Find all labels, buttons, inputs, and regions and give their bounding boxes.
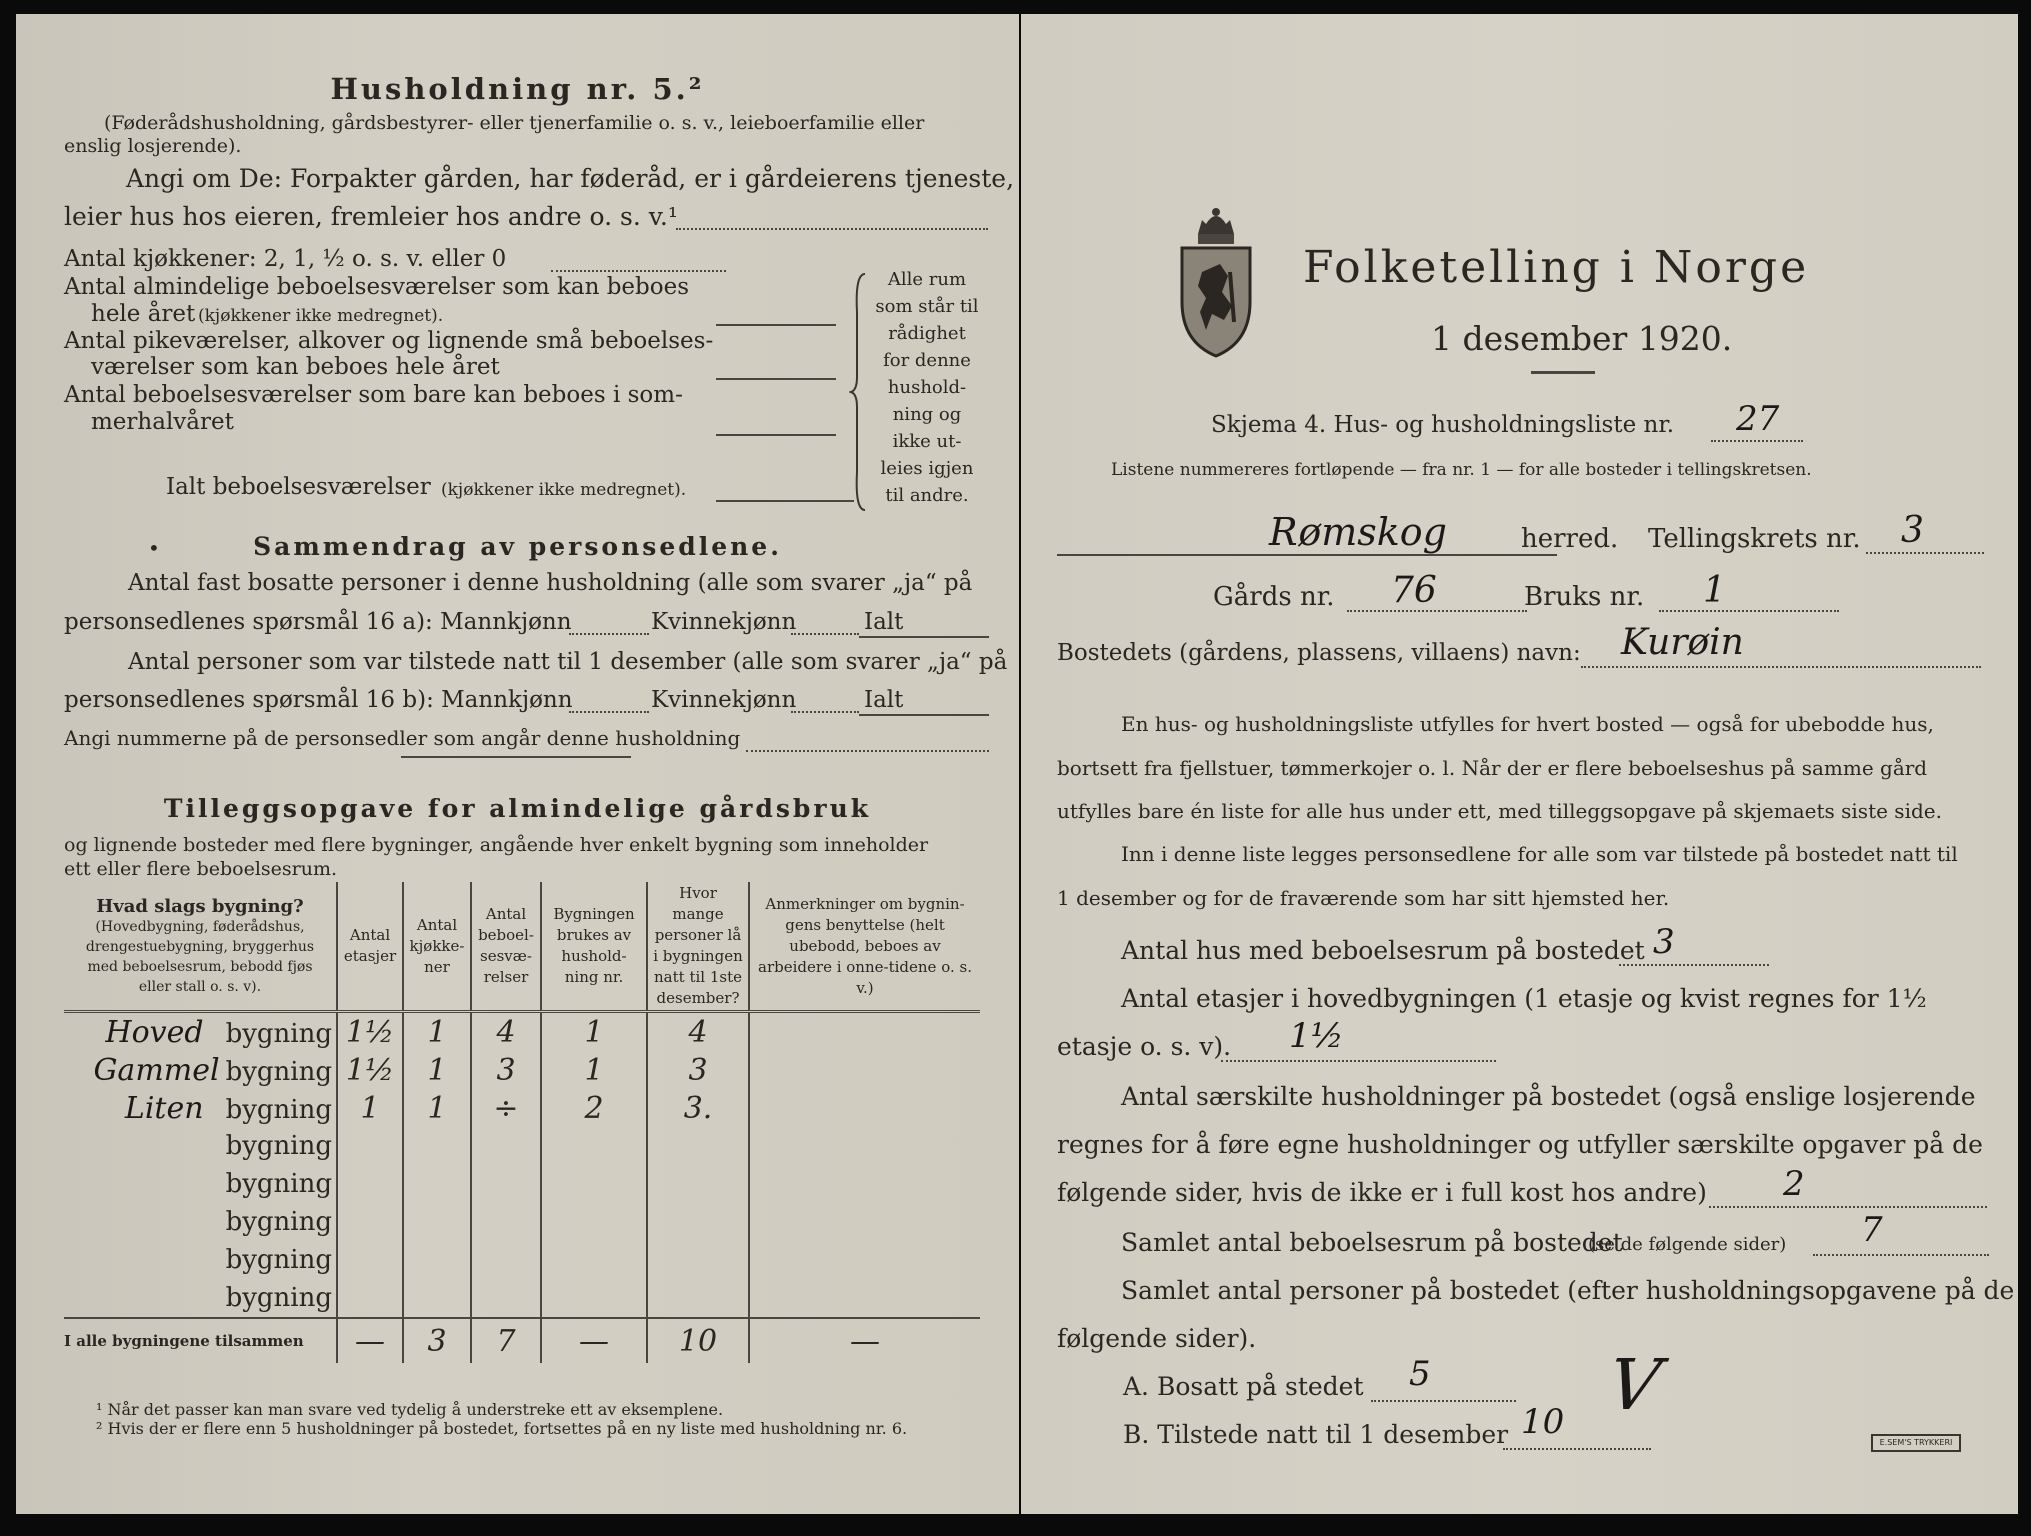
total-etasjer[interactable]: — bbox=[337, 1318, 403, 1363]
gards-label: Gårds nr. bbox=[1213, 582, 1335, 612]
women-label-2: Kvinnekjønn bbox=[651, 687, 797, 713]
cell-anmerkning[interactable] bbox=[749, 1279, 980, 1318]
household-subtitle-2: enslig losjerende). bbox=[64, 135, 242, 157]
q-bosatt: A. Bosatt på stedet bbox=[1123, 1372, 1364, 1401]
q-husholdninger-3: følgende sider, hvis de ikke er i full kost hos andre) bbox=[1057, 1178, 1707, 1207]
summary-line-3: Antal personer som var tilstede natt til 1 desember (alle som svarer „ja“ på bbox=[128, 649, 1008, 675]
small-answer[interactable] bbox=[716, 378, 836, 380]
a-husholdninger-line bbox=[1709, 1206, 1987, 1208]
q-etasjer-1: Antal etasjer i hovedbygningen (1 etasje og kvist regnes for 1½ bbox=[1121, 984, 1927, 1013]
total-label: I alle bygningene tilsammen bbox=[64, 1318, 337, 1363]
q-beboelsesrum: Samlet antal beboelsesrum på bostedet bbox=[1121, 1228, 1623, 1257]
census-date: 1 desember 1920. bbox=[1431, 319, 1733, 358]
rooms-total: Ialt beboelsesværelser bbox=[166, 474, 431, 500]
tillegg-sub-1: og lignende bosteder med flere bygninger, angående hver enkelt bygning som inneholder bbox=[64, 834, 929, 856]
a-beboelsesrum[interactable]: 7 bbox=[1861, 1210, 1883, 1250]
q-husholdninger-2: regnes for å føre egne husholdninger og utfyller særskilte opgaver på de bbox=[1057, 1130, 1983, 1159]
kitchens-answer[interactable] bbox=[551, 270, 726, 272]
cell-kjokken[interactable] bbox=[403, 1279, 471, 1318]
men-present-answer[interactable] bbox=[569, 711, 649, 713]
a-tilstede[interactable]: 10 bbox=[1521, 1402, 1565, 1442]
gards-line bbox=[1347, 610, 1527, 612]
cell-anmerkning[interactable] bbox=[749, 1203, 980, 1241]
side-note-line: for denne bbox=[883, 350, 971, 371]
side-note-line: rådighet bbox=[888, 323, 966, 344]
cell-kjokken[interactable] bbox=[403, 1127, 471, 1165]
building-word: bygning bbox=[225, 1056, 332, 1087]
cell-personer[interactable] bbox=[647, 1279, 749, 1318]
rooms-ordinary-cont: hele året bbox=[91, 301, 196, 327]
side-note-line: Alle rum bbox=[887, 269, 967, 290]
table-total-row bbox=[64, 1318, 980, 1363]
household-title: Husholdning nr. 5.² bbox=[330, 72, 705, 106]
cell-husholdning[interactable] bbox=[541, 1127, 647, 1165]
ialt-present-answer[interactable] bbox=[859, 714, 989, 716]
cell-etasjer[interactable] bbox=[337, 1279, 403, 1318]
rooms-ordinary-note: (kjøkkener ikke medregnet). bbox=[198, 306, 444, 326]
bosted-line bbox=[1581, 666, 1981, 668]
angi-line-1: Angi om De: Forpakter gården, har føderåd, er i gårdeierens tjeneste, bbox=[126, 164, 1015, 193]
a-etasjer-line bbox=[1221, 1060, 1496, 1062]
cell-etasjer[interactable] bbox=[337, 1203, 403, 1241]
table-row bbox=[64, 1089, 980, 1127]
men-resident-answer[interactable] bbox=[569, 633, 649, 635]
total-husholdning[interactable]: — bbox=[541, 1318, 647, 1363]
nummerne-answer[interactable] bbox=[746, 750, 989, 752]
cell-rum[interactable] bbox=[471, 1203, 541, 1241]
a-antal-hus[interactable]: 3 bbox=[1653, 922, 1675, 962]
cell-personer[interactable]: 3 bbox=[647, 1051, 749, 1089]
table-row bbox=[64, 1051, 980, 1089]
info-line-2: bortsett fra fjellstuer, tømmerkojer o. l. Når der er flere beboelseshus på samme gård bbox=[1057, 756, 1928, 780]
tillegg-sub-2: ett eller flere beboelsesrum. bbox=[64, 858, 338, 880]
side-note-line: leies igjen bbox=[880, 458, 974, 479]
building-word: bygning bbox=[225, 1169, 332, 1199]
angi-nummerne: Angi nummerne på de personsedler som angår denne husholdning bbox=[64, 726, 741, 750]
cell-personer[interactable]: 3. bbox=[647, 1089, 749, 1127]
cell-kjokken[interactable]: 1 bbox=[403, 1089, 471, 1127]
side-note-line: ikke ut- bbox=[892, 431, 962, 452]
q-antal-hus: Antal hus med beboelsesrum på bostedet bbox=[1121, 936, 1645, 965]
cell-rum[interactable]: ÷ bbox=[471, 1089, 541, 1127]
summary-line-4: personsedlenes spørsmål 16 b): Mannkjønn bbox=[64, 687, 573, 713]
rooms-small-cont: værelser som kan beboes hele året bbox=[91, 354, 500, 380]
building-word: bygning bbox=[225, 1018, 332, 1049]
total-kjokken[interactable]: 3 bbox=[403, 1318, 471, 1363]
cell-anmerkning[interactable] bbox=[749, 1127, 980, 1165]
header-etasjer: Antal etasjer bbox=[337, 882, 403, 1012]
krets-line bbox=[1866, 552, 1984, 554]
bosted-label: Bostedets (gårdens, plassens, villaens) navn: bbox=[1057, 640, 1581, 666]
cell-husholdning[interactable] bbox=[541, 1241, 647, 1279]
q-beboelsesrum-note: (se de følgende sider) bbox=[1588, 1234, 1787, 1255]
brace bbox=[849, 272, 871, 512]
cell-etasjer[interactable] bbox=[337, 1165, 403, 1203]
cell-etasjer[interactable]: 1½ bbox=[337, 1012, 403, 1052]
bullet-icon: • bbox=[148, 536, 160, 560]
cell-kjokken[interactable] bbox=[403, 1241, 471, 1279]
footnote-2: ² Hvis der er flere enn 5 husholdninger på bostedet, fortsettes på en ny liste med husholdning nr. 6. bbox=[96, 1419, 908, 1438]
side-note-line: hushold- bbox=[887, 377, 967, 398]
tillegg-title: Tilleggsopgave for almindelige gårdsbruk bbox=[163, 794, 872, 823]
cell-anmerkning[interactable] bbox=[749, 1165, 980, 1203]
building-word: bygning bbox=[225, 1283, 332, 1313]
rooms-ordinary: Antal almindelige beboelsesværelser som kan beboes bbox=[64, 274, 690, 300]
cell-husholdning[interactable] bbox=[541, 1203, 647, 1241]
cell-anmerkning[interactable] bbox=[749, 1051, 980, 1089]
gards-value[interactable]: 76 bbox=[1391, 570, 1437, 611]
bruks-value[interactable]: 1 bbox=[1703, 570, 1726, 611]
summary-title: Sammendrag av personsedlene. bbox=[253, 532, 782, 561]
left-page bbox=[16, 14, 1019, 1514]
summary-line-1: Antal fast bosatte personer i denne husholdning (alle som svarer „ja“ på bbox=[128, 570, 973, 596]
skjema-label: Skjema 4. Hus- og husholdningsliste nr. bbox=[1211, 412, 1675, 438]
info-line-5: 1 desember og for de fraværende som har sitt hjemsted her. bbox=[1057, 886, 1670, 910]
women-resident-answer[interactable] bbox=[791, 633, 859, 635]
q-personer-1: Samlet antal personer på bostedet (efter husholdningsopgavene på de bbox=[1121, 1276, 2015, 1305]
header-husholdning: Bygningen brukes av hushold-ning nr. bbox=[541, 882, 647, 1012]
cell-husholdning[interactable]: 1 bbox=[541, 1012, 647, 1052]
krets-label: Tellingskrets nr. bbox=[1648, 524, 1861, 554]
header-anmerkninger: Anmerkninger om bygnin-gens benyttelse (helt ubebodd, beboes av arbeidere i onne-tidene o. s. v.) bbox=[749, 882, 980, 1012]
women-label: Kvinnekjønn bbox=[651, 609, 797, 635]
checkmark: V bbox=[1603, 1344, 1666, 1426]
a-etasjer[interactable]: 1½ bbox=[1289, 1016, 1344, 1056]
summer-answer[interactable] bbox=[716, 434, 836, 436]
cell-personer[interactable] bbox=[647, 1165, 749, 1203]
total-rum[interactable]: 7 bbox=[471, 1318, 541, 1363]
cell-anmerkning[interactable] bbox=[749, 1241, 980, 1279]
census-title: Folketelling i Norge bbox=[1303, 242, 1810, 293]
cell-rum[interactable] bbox=[471, 1127, 541, 1165]
table-row bbox=[64, 1203, 980, 1241]
info-line-1: En hus- og husholdningsliste utfylles for hvert bosted — også for ubebodde hus, bbox=[1121, 712, 1934, 736]
bruks-label: Bruks nr. bbox=[1524, 582, 1645, 612]
cell-personer[interactable] bbox=[647, 1241, 749, 1279]
info-line-4: Inn i denne liste legges personsedlene for alle som var tilstede på bostedet natt til bbox=[1121, 842, 1958, 866]
footnote-1: ¹ Når det passer kan man svare ved tydelig å understreke ett av eksemplene. bbox=[96, 1400, 724, 1419]
a-bosatt-line bbox=[1371, 1400, 1516, 1402]
herred-value[interactable]: Rømskog bbox=[1269, 510, 1447, 554]
cell-rum[interactable] bbox=[471, 1241, 541, 1279]
a-tilstede-line bbox=[1503, 1448, 1651, 1450]
rooms-summer: Antal beboelsesværelser som bare kan beboes i som- bbox=[64, 382, 683, 408]
building-name[interactable]: Liten bbox=[124, 1090, 204, 1126]
printer-stamp: E.SEM'S TRYKKERI bbox=[1871, 1434, 1961, 1452]
divider bbox=[401, 756, 631, 758]
a-bosatt[interactable]: 5 bbox=[1409, 1354, 1431, 1394]
ialt-resident-answer[interactable] bbox=[859, 636, 989, 638]
cell-husholdning[interactable] bbox=[541, 1279, 647, 1318]
side-note-line: til andre. bbox=[885, 485, 969, 506]
building-word: bygning bbox=[225, 1245, 332, 1275]
cell-kjokken[interactable] bbox=[403, 1203, 471, 1241]
header-personer: Hvor mange personer lå i bygningen natt til 1ste desember? bbox=[647, 882, 749, 1012]
cell-anmerkning[interactable] bbox=[749, 1089, 980, 1127]
summary-line-2: personsedlenes spørsmål 16 a): Mannkjønn bbox=[64, 609, 572, 635]
side-note-line: ning og bbox=[892, 404, 962, 425]
q-personer-2: følgende sider). bbox=[1057, 1324, 1257, 1353]
listene-note: Listene nummereres fortløpende — fra nr. 1 — for alle bosteder i tellingskretsen. bbox=[1111, 460, 1812, 480]
rooms-total-note: (kjøkkener ikke medregnet). bbox=[441, 480, 687, 500]
table-row bbox=[64, 1127, 980, 1165]
women-present-answer[interactable] bbox=[791, 711, 859, 713]
cell-rum[interactable] bbox=[471, 1279, 541, 1318]
building-name[interactable]: Gammel bbox=[93, 1052, 220, 1088]
header-building-desc: (Hovedbygning, føderådshus, drengestuebygning, bryggerhus med beboelsesrum, bebodd fjøs eller stall o. s. v). bbox=[85, 918, 315, 995]
household-subtitle: (Føderådshusholdning, gårdsbestyrer- eller tjenerfamilie o. s. v., leieboerfamilie eller bbox=[104, 112, 925, 134]
cell-etasjer[interactable]: 1 bbox=[337, 1089, 403, 1127]
rooms-small: Antal pikeværelser, alkover og lignende små beboelses- bbox=[64, 328, 714, 354]
cell-anmerkning[interactable] bbox=[749, 1012, 980, 1052]
bosted-value[interactable]: Kurøin bbox=[1621, 622, 1744, 663]
angi-line-2: leier hus hos eieren, fremleier hos andre o. s. v.¹ bbox=[64, 202, 678, 231]
building-table bbox=[64, 882, 980, 1363]
building-word: bygning bbox=[225, 1207, 332, 1237]
cell-etasjer[interactable] bbox=[337, 1241, 403, 1279]
cell-rum[interactable] bbox=[471, 1165, 541, 1203]
side-note bbox=[871, 266, 983, 509]
a-antal-hus-line bbox=[1619, 964, 1769, 966]
rooms-kitchens: Antal kjøkkener: 2, 1, ½ o. s. v. eller 0 bbox=[64, 246, 507, 272]
coat-of-arms-icon bbox=[1176, 202, 1256, 362]
ialt-label-2: Ialt bbox=[864, 687, 904, 713]
herred-label: herred. bbox=[1521, 524, 1619, 554]
side-note-line: som står til bbox=[875, 296, 979, 317]
header-kjokken: Antal kjøkke-ner bbox=[403, 882, 471, 1012]
header-rum: Antal beboel-sesvæ-relser bbox=[471, 882, 541, 1012]
krets-value[interactable]: 3 bbox=[1901, 510, 1924, 551]
skjema-number[interactable]: 27 bbox=[1736, 399, 1780, 439]
cell-personer[interactable] bbox=[647, 1127, 749, 1165]
q-etasjer-2: etasje o. s. v). bbox=[1057, 1032, 1232, 1061]
building-word: bygning bbox=[225, 1094, 332, 1125]
table-row bbox=[64, 1012, 980, 1052]
bruks-line bbox=[1659, 610, 1839, 612]
total-personer[interactable]: 10 bbox=[647, 1318, 749, 1363]
skjema-line bbox=[1711, 440, 1803, 442]
cell-kjokken[interactable]: 1 bbox=[403, 1012, 471, 1052]
building-word: bygning bbox=[225, 1131, 332, 1161]
cell-kjokken[interactable]: 1 bbox=[403, 1051, 471, 1089]
cell-husholdning[interactable]: 2 bbox=[541, 1089, 647, 1127]
angi-answer-line[interactable] bbox=[676, 228, 988, 230]
header-building: Hvad slags bygning? bbox=[96, 895, 304, 917]
cell-etasjer[interactable]: 1½ bbox=[337, 1051, 403, 1089]
a-husholdninger[interactable]: 2 bbox=[1783, 1164, 1805, 1204]
table-row bbox=[64, 1279, 980, 1318]
table-row bbox=[64, 1165, 980, 1203]
cell-husholdning[interactable]: 1 bbox=[541, 1051, 647, 1089]
cell-rum[interactable]: 4 bbox=[471, 1012, 541, 1052]
q-tilstede: B. Tilstede natt til 1 desember bbox=[1123, 1420, 1509, 1449]
table-header bbox=[64, 882, 980, 1012]
cell-rum[interactable]: 3 bbox=[471, 1051, 541, 1089]
total-rooms-answer[interactable] bbox=[716, 500, 854, 502]
a-beboelsesrum-line bbox=[1813, 1254, 1989, 1256]
info-line-3: utfylles bare én liste for alle hus under ett, med tilleggsopgave på skjemaets siste side. bbox=[1057, 799, 1942, 823]
herred-line bbox=[1057, 554, 1557, 556]
total-anmerkning[interactable]: — bbox=[749, 1318, 980, 1363]
right-page bbox=[1021, 14, 2018, 1514]
cell-husholdning[interactable] bbox=[541, 1165, 647, 1203]
rooms-summer-cont: merhalvåret bbox=[91, 409, 234, 435]
cell-etasjer[interactable] bbox=[337, 1127, 403, 1165]
title-divider bbox=[1531, 371, 1595, 374]
cell-personer[interactable] bbox=[647, 1203, 749, 1241]
cell-personer[interactable]: 4 bbox=[647, 1012, 749, 1052]
building-name[interactable]: Hoved bbox=[105, 1014, 204, 1050]
cell-kjokken[interactable] bbox=[403, 1165, 471, 1203]
ialt-label: Ialt bbox=[864, 609, 904, 635]
ordinary-answer[interactable] bbox=[716, 324, 836, 326]
table-row bbox=[64, 1241, 980, 1279]
q-husholdninger-1: Antal særskilte husholdninger på bostedet (også enslige losjerende bbox=[1121, 1082, 1976, 1111]
